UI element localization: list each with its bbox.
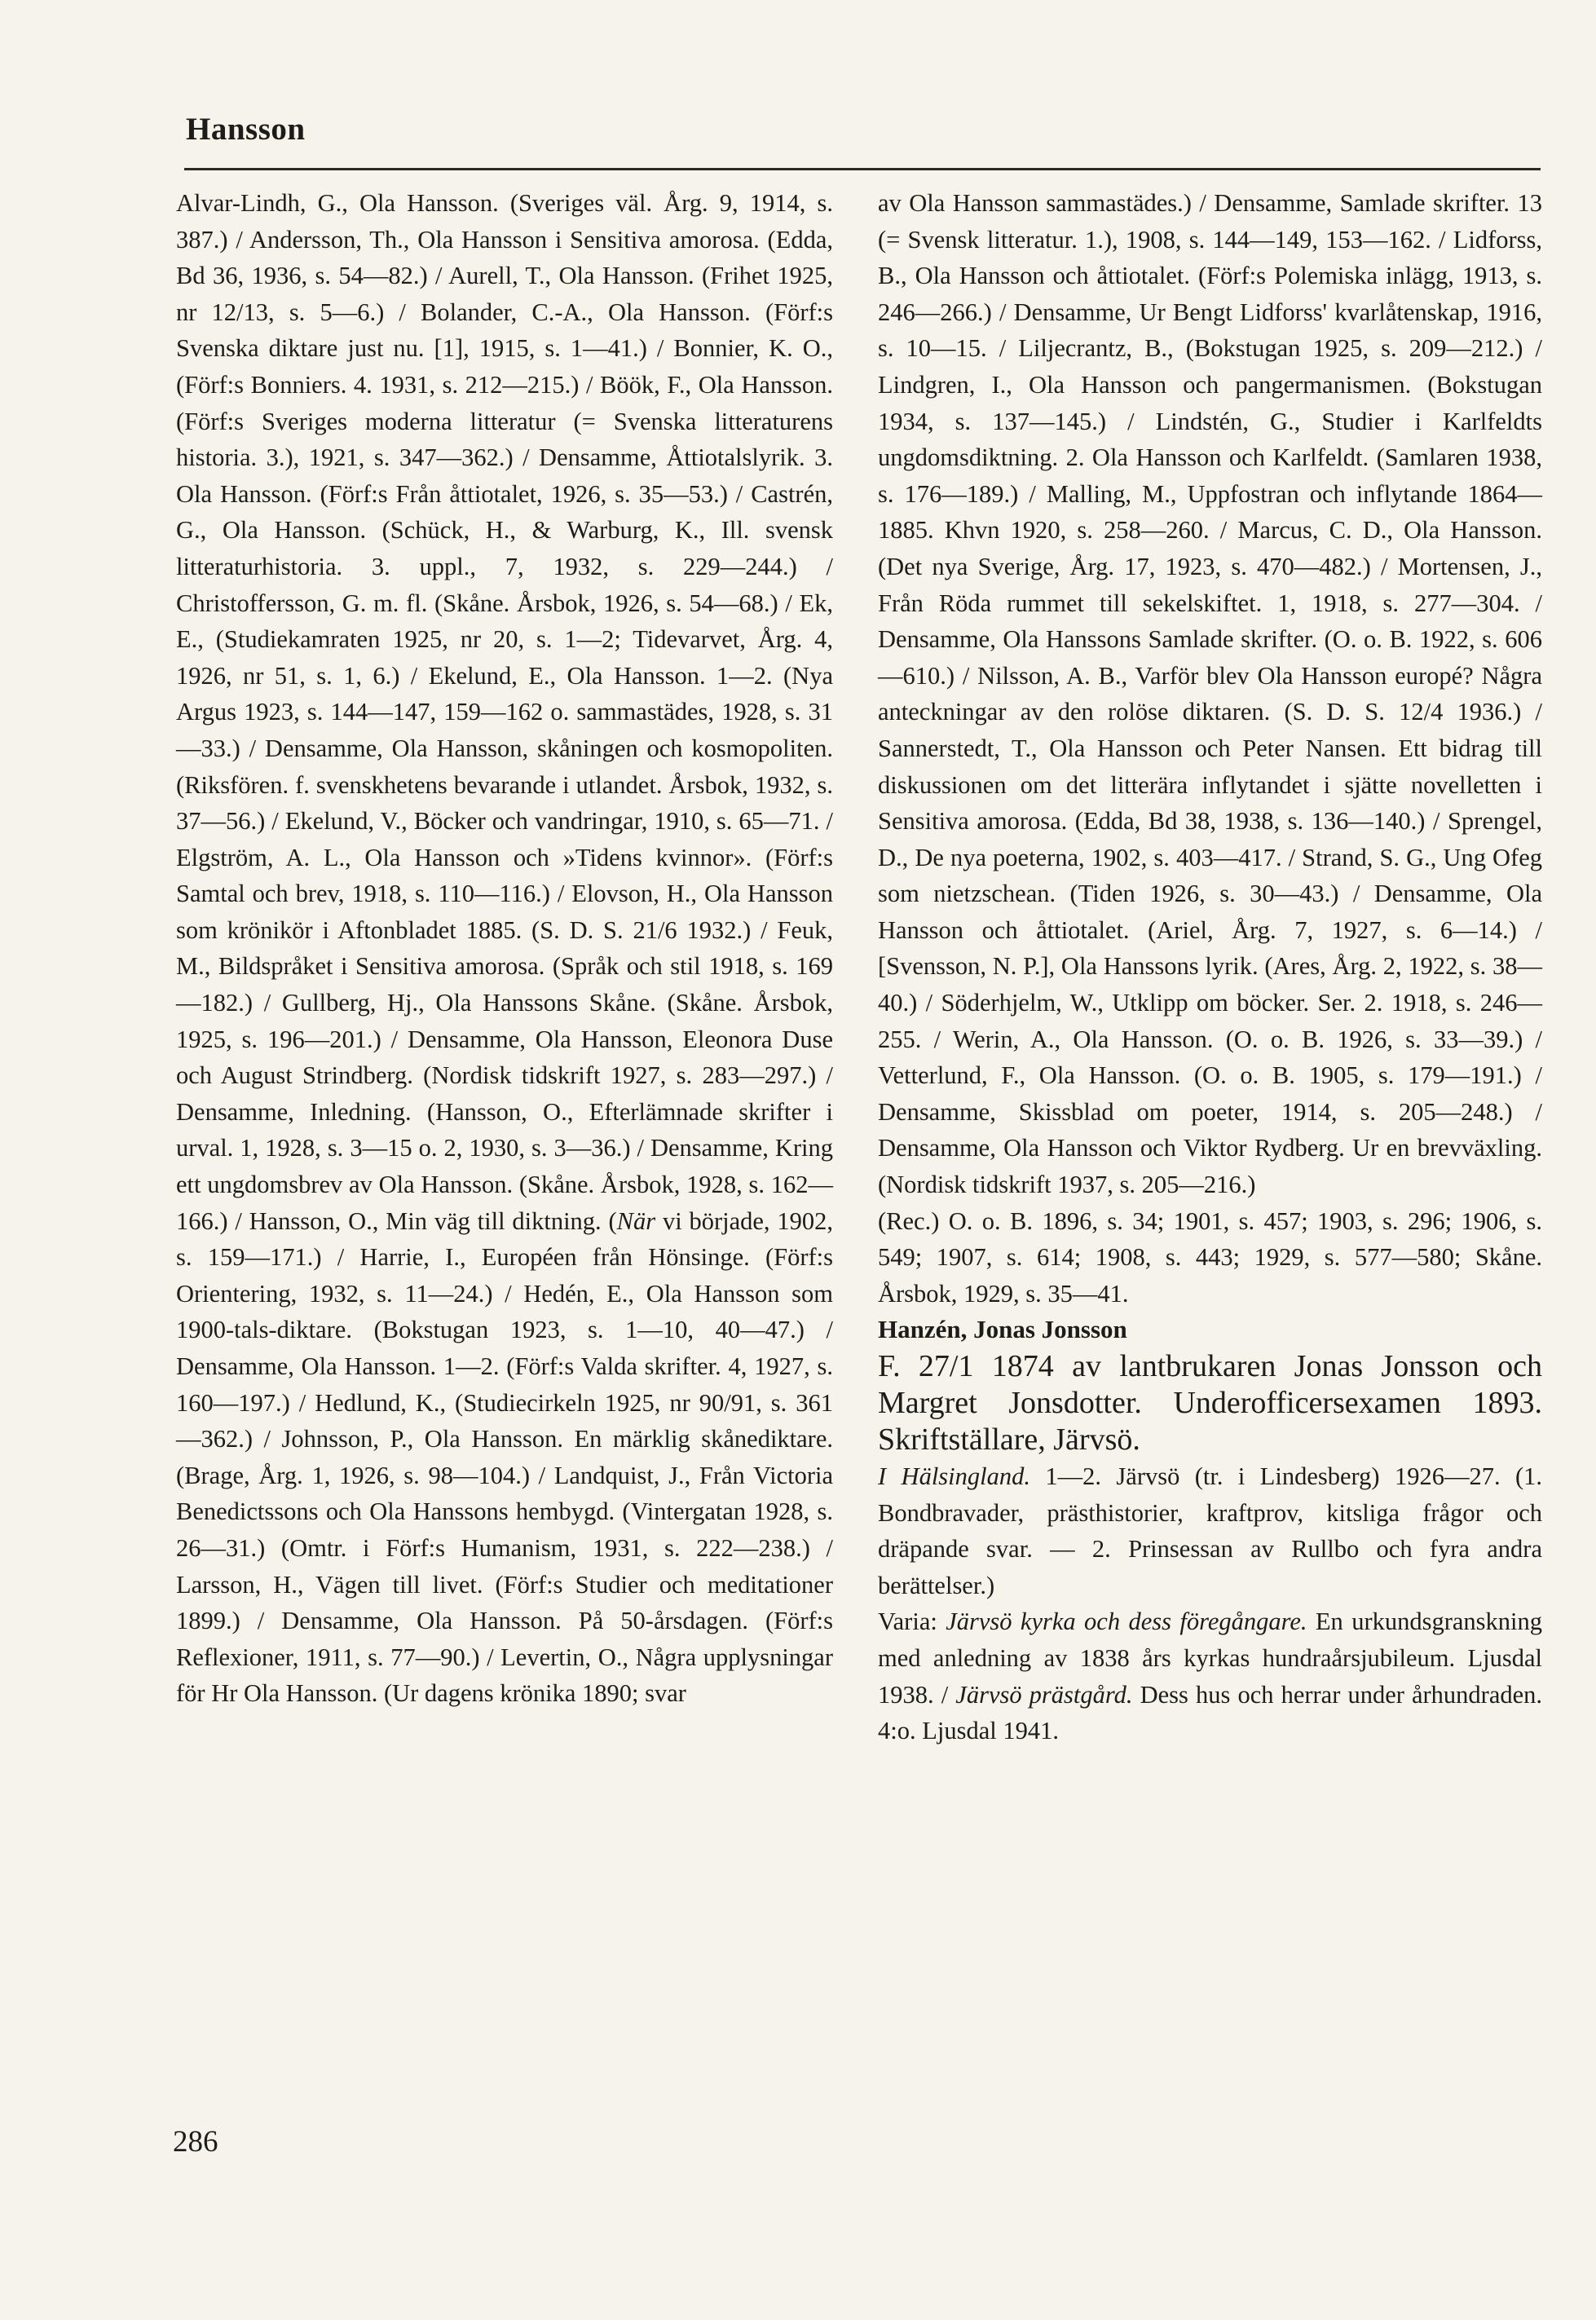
varia-text-2: Dess hus och herrar under århundraden. 4:o. Ljusdal 1941. xyxy=(878,1680,1543,1745)
varia-label: Varia: xyxy=(878,1608,937,1636)
reviews-text: (Rec.) O. o. B. 1896, s. 34; 1901, s. 457; 1903, s. 296; 1906, s. 549; 1907, s. 614; 1908, s. 443; 1929, s. 577—580; Skåne. Årsbok, 1929, s. 35—41. xyxy=(878,1206,1542,1308)
varia-text-1: En urkundsgranskning med anledning av 1838 års kyrkas hundraårsjubileum. Ljusdal 1938. / xyxy=(878,1608,1543,1709)
bibliography-text-left: Alvar-Lindh, G., Ola Hansson. (Sveriges väl. Årg. 9, 1914, s. 387.) / Andersson, Th., Ola Hansson i Sensitiva amorosa. (Edda, Bd 36, 1936, s. 54—82.) / Aurell, T., Ola Hansson. (Frihet 1925, nr 12/13, s. 5—6.) / Bolander, C.-A., Ola Hansson. (Förf:s Svenska diktare just nu. [1], 1915, s. 1—41.) / Bonnier, K. O., (Förf:s Bonniers. 4. 1931, s. 212—215.) / Böök, F., Ola Hansson. (Förf:s Sveriges moderna litteratur (= Svenska litteraturens historia. 3.), 1921, s. 347—362.) / Densamme, Åttiotalslyrik. 3. Ola Hansson. (Förf:s Från åttiotalet, 1926, s. 35—53.) / Castrén, G., Ola Hansson. (Schück, H., & Warburg, K., Ill. svensk litteraturhistoria. 3. uppl., 7, 1932, s. 229—244.) / Christoffersson, G. m. fl. (Skåne. Årsbok, 1926, s. 54—68.) / Ek, E., (Studiekamraten 1925, nr 20, s. 1—2; Tidevarvet, Årg. 4, 1926, nr 51, s. 1, 6.) / Ekelund, E., Ola Hansson. 1—2. (Nya Argus 1923, s. 144—147, 159—162 o. sammastädes, 1928, s. 31—33.) / Densamme, Ola Hansson, skåningen och kosmopoliten. (Riksfören. f. svenskhetens bevarande i utlandet. Årsbok, 1932, s. 37—56.) / Ekelund, V., Böcker och vandringar, 1910, s. 65—71. / Elgström, A. L., Ola Hansson och »Tidens kvinnor». (Förf:s Samtal och brev, 1918, s. 110—116.) / Elovson, H., Ola Hansson som krönikör i Aftonbladet 1885. (S. D. S. 21/6 1932.) / Feuk, M., Bildspråket i Sensitiva amorosa. (Språk och stil 1918, s. 169—182.) / Gullberg, Hj., Ola Hanssons Skåne. (Skåne. Årsbok, 1925, s. 196—201.) / Densamme, Ola Hansson, Eleonora Duse och August Strindberg. (Nordisk tidskrift 1927, s. 283—297.) / Densamme, Inledning. (Hansson, O., Efterlämnade skrifter i urval. 1, 1928, s. 3—15 o. 2, 1930, s. 3—36.) / Densamme, Kring ett ungdomsbrev av Ola Hansson. (Skåne. Årsbok, 1928, s. 162—166.) / Hansson, O., Min väg till diktning. (När vi började, 1902, s. 159—171.) / Harrie, I., Européen från Hönsinge. (Förf:s Orientering, 1932, s. 11—24.) / Hedén, E., Ola Hansson som 1900-tals-diktare. (Bokstugan 1923, s. 1—10, 40—47.) / Densamme, Ola Hansson. 1—2. (Förf:s Valda skrifter. 4, 1927, s. 160—197.) / Hedlund, K., (Studiecirkeln 1925, nr 90/91, s. 361—362.) / Johnsson, P., Ola Hansson. En märklig skånediktare. (Brage, Årg. 1, 1926, s. 98—104.) / Landquist, J., Från Victoria Benedictssons och Ola Hanssons hembygd. (Vintergatan 1928, s. 26—31.) (Omtr. i Förf:s Humanism, 1931, s. 222—238.) / Larsson, H., Vägen till livet. (Förf:s Studier och meditationer 1899.) / Densamme, Ola Hansson. På 50-årsdagen. (Förf:s Reflexioner, 1911, s. 77—90.) / Levertin, O., Några upplysningar för Hr Ola Hansson. (Ur dagens krönika 1890; svar xyxy=(176,189,833,1708)
entry-works xyxy=(878,1458,1542,1603)
right-column xyxy=(878,185,1542,1749)
bibliography-left-part1: Alvar-Lindh, G., Ola Hansson. (Sveriges väl. Årg. 9, 1914, s. 387.) / Andersson, Th., Ola Hansson i Sensitiva amorosa. (Edda, Bd 36, 1936, s. 54—82.) / Aurell, T., Ola Hansson. (Frihet 1925, nr 12/13, s. 5—6.) / Bolander, C.-A., Ola Hansson. (Förf:s Svenska diktare just nu. [1], 1915, s. 1—41.) / Bonnier, K. O., (Förf:s Bonniers. 4. 1931, s. 212—215.) / Böök, F., Ola Hansson. (Förf:s Sveriges moderna litteratur (= Svenska litteraturens historia. 3.), 1921, s. 347—362.) / Densamme, Åttiotalslyrik. 3. Ola Hansson. (Förf:s Från åttiotalet, 1926, s. 35—53.) / Castrén, G., Ola Hansson. (Schück, H., & Warburg, K., Ill. svensk litteraturhistoria. 3. uppl., 7, 1932, s. 229—244.) / Christoffersson, G. m. fl. (Skåne. Årsbok, 1926, s. 54—68.) / Ek, E., (Studiekamraten 1925, nr 20, s. 1—2; Tidevarvet, Årg. 4, 1926, nr 51, s. 1, 6.) / Ekelund, E., Ola Hansson. 1—2. (Nya Argus 1923, s. 144—147, 159—162 o. sammastädes, 1928, s. 31—33.) / Densamme, Ola Hansson, skåningen och kosmopoliten. (Riksfören. f. svenskhetens bevarande i utlandet. Årsbok, 1932, s. 37—56.) / Ekelund, V., Böcker och vandringar, 1910, s. 65—71. / Elgström, A. L., Ola Hansson och »Tidens kvinnor». (Förf:s Samtal och brev, 1918, s. 110—116.) / Elovson, H., Ola Hansson som krönikör i Aftonbladet 1885. (S. D. S. 21/6 1932.) / Feuk, M., Bildspråket i Sensitiva amorosa. (Språk och stil 1918, s. 169—182.) / Gullberg, Hj., Ola Hanssons Skåne. (Skåne. Årsbok, 1925, s. 196—201.) / Densamme, Ola Hansson, Eleonora Duse och August Strindberg. (Nordisk tidskrift 1927, s. 283—297.) / Densamme, Inledning. (Hansson, O., Efterlämnade skrifter i urval. 1, 1928, s. 3—15 o. 2, 1930, s. 3—36.) / Densamme, Kring ett ungdomsbrev av Ola Hansson. (Skåne. Årsbok, 1928, s. 162—166.) / Hansson, O., Min väg till diktning. xyxy=(176,189,833,1235)
entry-biography: F. 27/1 1874 av lantbrukaren Jonas Jonsson och Margret Jonsdotter. Underofficersexamen 1893. Skriftställare, Järvsö. xyxy=(878,1349,1542,1457)
works-text: 1—2. Järvsö (tr. i Lindesberg) 1926—27. (1. Bondbravader, prästhistorier, kraftprov, kitsliga frågor och dräpande svar. — 2. Prinsessan av Rullbo och fyra andra berättelser.) xyxy=(878,1462,1543,1599)
header-rule xyxy=(184,168,1541,170)
works-title: I Hälsingland. xyxy=(878,1462,1030,1490)
bibliography-left-part2: vi började, 1902, s. 159—171.) / Harrie, I., Européen från Hönsinge. (Förf:s Orientering, 1932, s. 11—24.) / Hedén, E., Ola Hansson som 1900-tals-diktare. (Bokstugan 1923, s. 1—10, 40—47.) / Densamme, Ola Hansson. 1—2. (Förf:s Valda skrifter. 4, 1927, s. 160—197.) / Hedlund, K., (Studiecirkeln 1925, nr 90/91, s. 361—362.) / Johnsson, P., Ola Hansson. En märklig skånediktare. (Brage, Årg. 1, 1926, s. 98—104.) / Landquist, J., Från Victoria Benedictssons och Ola Hanssons hembygd. (Vintergatan 1928, s. 26—31.) (Omtr. i Förf:s Humanism, 1931, s. 222—238.) / Larsson, H., Vägen till livet. (Förf:s Studier och meditationer 1899.) / Densamme, Ola Hansson. På 50-årsdagen. (Förf:s Reflexioner, 1911, s. 77—90.) / Levertin, O., Några upplysningar för Hr Ola Hansson. (Ur dagens krönika 1890; svar xyxy=(176,1206,833,1708)
bibliography-text-right: av Ola Hansson sammastädes.) / Densamme, Samlade skrifter. 13 (= Svensk litteratur. 1.), 1908, s. 144—149, 153—162. / Lidforss, B., Ola Hansson och åttiotalet. (Förf:s Polemiska inlägg, 1913, s. 246—266.) / Densamme, Ur Bengt Lidforss' kvarlåtenskap, 1916, s. 10—15. / Liljecrantz, B., (Bokstugan 1925, s. 209—212.) / Lindgren, I., Ola Hansson och pangermanismen. (Bokstugan 1934, s. 137—145.) / Lindstén, G., Studier i Karlfeldts ungdomsdiktning. 2. Ola Hansson och Karlfeldt. (Samlaren 1938, s. 176—189.) / Malling, M., Uppfostran och inflytande 1864—1885. Khvn 1920, s. 258—260. / Marcus, C. D., Ola Hansson. (Det nya Sverige, Årg. 17, 1923, s. 470—482.) / Mortensen, J., Från Röda rummet till sekelskiftet. 1, 1918, s. 277—304. / Densamme, Ola Hanssons Samlade skrifter. (O. o. B. 1922, s. 606—610.) / Nilsson, A. B., Varför blev Ola Hansson europé? Några anteckningar av den rolöse diktaren. (S. D. S. 12/4 1936.) / Sannerstedt, T., Ola Hansson och Peter Nansen. Ett bidrag till diskussionen om det litterära inflytandet i sjätte novelletten i Sensitiva amorosa. (Edda, Bd 38, 1938, s. 136—140.) / Sprengel, D., De nya poeterna, 1902, s. 403—417. / Strand, S. G., Ung Ofeg som nietzschean. (Tiden 1926, s. 30—43.) / Densamme, Ola Hansson och åttiotalet. (Ariel, Årg. 7, 1927, s. 6—14.) / [Svensson, N. P.], Ola Hanssons lyrik. (Ares, Årg. 2, 1922, s. 38—40.) / Söderhjelm, W., Utklipp om böcker. Ser. 2. 1918, s. 246—255. / Werin, A., Ola Hansson. (O. o. B. 1926, s. 33—39.) / Vetterlund, F., Ola Hansson. (O. o. B. 1905, s. 179—191.) / Densamme, Skissblad om poeter, 1914, s. 205—248.) / Densamme, Ola Hansson och Viktor Rydberg. Ur en brevväxling. (Nordisk tidskrift 1937, s. 205—216.) xyxy=(878,189,1542,1199)
varia-title-2: Järvsö prästgård. xyxy=(955,1680,1133,1709)
left-column xyxy=(176,185,833,1712)
page-header-name: Hansson xyxy=(186,112,306,147)
varia-title-1: Järvsö kyrka och dess föregångare. xyxy=(946,1608,1307,1636)
bibliography-left-italic: När xyxy=(616,1206,656,1235)
page-number: 286 xyxy=(173,2125,218,2159)
entry-title: Hanzén, Jonas Jonsson xyxy=(878,1315,1127,1344)
entry-varia xyxy=(878,1603,1542,1749)
